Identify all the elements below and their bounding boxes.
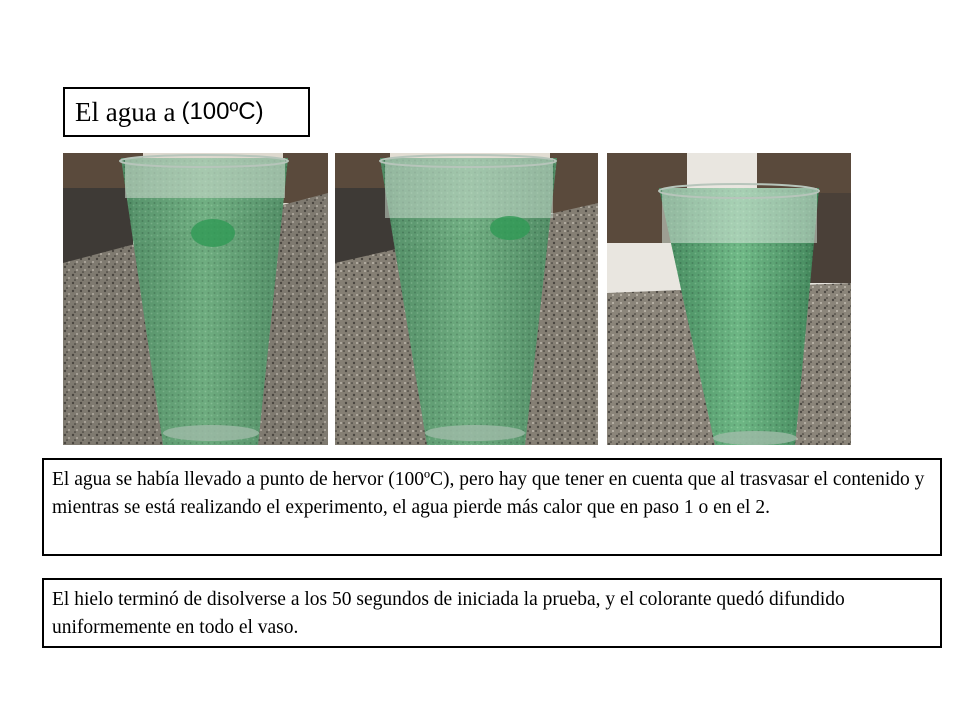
glass-of-green-water-photo-1: [63, 153, 328, 445]
paragraph-boiling-note: [42, 458, 942, 556]
photo-glass-2: [335, 153, 598, 445]
photo-glass-3: [607, 153, 851, 445]
slide-title: [63, 87, 310, 137]
glass-of-green-water-photo-2: [335, 153, 598, 445]
title-temperature-text: (100ºC): [181, 98, 264, 125]
glass-of-green-water-photo-3: [607, 153, 851, 445]
photo-glass-1: [63, 153, 328, 445]
paragraph-2-text: El hielo terminó de disolverse a los 50 segundos de iniciada la prueba, y el colorante quedó difundido uniformemente en todo el vaso.: [52, 589, 845, 638]
paragraph-1-text: El agua se había llevado a punto de hervor (100ºC), pero hay que tener en cuenta que al trasvasar el contenido y mientras se está realizando el experimento, el agua pierde más calor que en paso 1 o en el 2.: [52, 469, 925, 518]
paragraph-ice-result: [42, 578, 942, 648]
title-main-text: El agua a: [75, 96, 176, 127]
